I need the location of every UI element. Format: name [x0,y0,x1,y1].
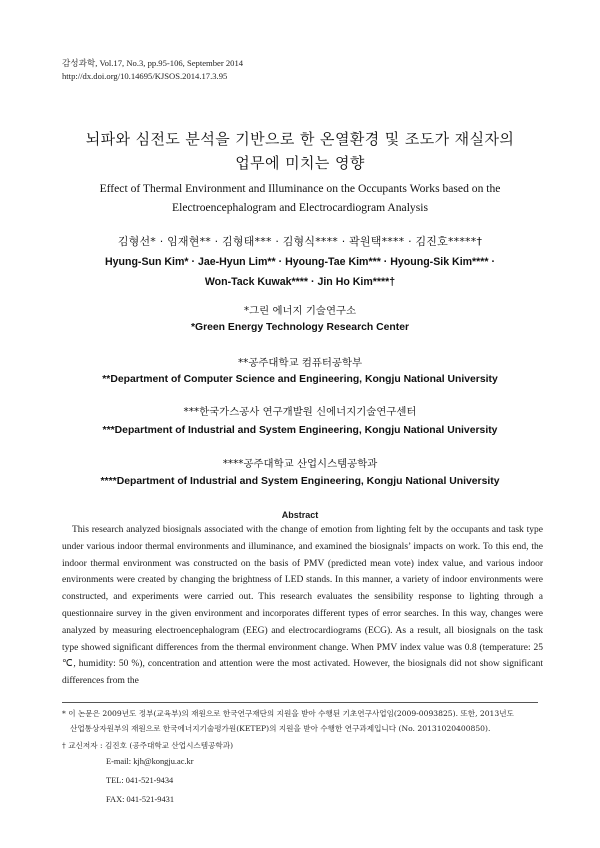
korean-title-line-2: 업무에 미치는 영향 [235,154,365,172]
english-authors-line-1: Hyung-Sun Kim* · Jae-Hyun Lim** · Hyoung-Tae Kim*** · Hyoung-Sik Kim**** · [104,256,496,268]
affiliation-1-english: *Green Energy Technology Research Center [190,322,410,333]
korean-authors: 김형선* · 임재현** · 김형태*** · 김형식**** · 곽원택**** · 김진호*****† [117,235,483,248]
affiliation-3-english: ***Department of Industrial and System Engineering, Kongju National University [102,425,498,436]
english-title-line-1: Effect of Thermal Environment and Illuminance on the Occupants Works based on the [99,182,501,195]
author-tel: TEL: 041-521-9434 [106,776,174,785]
affiliation-2-english: **Department of Computer Science and Engineering, Kongju National University [102,374,498,385]
abstract-body: This research analyzed biosignals associated with the change of emotion from lighting felt by the occupants and task type under various indoor thermal environments and illuminance, and examined the biosignals’ impacts on work. To this end, the indoor thermal environment was constructed on the basis of PMV (predicted mean vote) index value, and various indoor environments were created by changing the brightness of LED stands. In this manner, a variety of indoor environments were constructed, and experiments were carried out. This research evaluates the sensibility response to lighting through a questionnaire survey in the given environment and incorporates different types of error searches. In this way, changes were analyzed by measuring electroencephalogram (EEG) and electrocardiograms (ECG). As a result, all biosignals on the task type showed significant differences from the thermal environment change. When PMV index value was 0.8 (temperature: 25 ℃, humidity: 50 %), concentration and attention were the most activated. However, the biosignals did not show significant differences from the [62,525,543,687]
author-fax: FAX: 041-521-9431 [106,795,175,804]
affiliation-3-korean: ***한국가스공사 연구개발원 신에너지기술연구센터 [183,406,417,418]
author-email[interactable]: E-mail: kjh@kongju.ac.kr [106,757,194,766]
footnote-divider [62,702,538,703]
affiliation-1-korean: *그린 에너지 기술연구소 [243,305,357,317]
english-title-line-2: Electroencephalogram and Electrocardiogram Analysis [172,201,428,214]
affiliation-4-korean: ****공주대학교 산업시스템공학과 [222,458,378,470]
journal-citation: 감성과학, Vol.17, No.3, pp.95-106, September 2014 [62,58,244,68]
doi-link[interactable]: http://dx.doi.org/10.14695/KJSOS.2014.17.3.95 [62,71,228,81]
abstract-heading: Abstract [281,510,319,520]
affiliation-4-english: ****Department of Industrial and System Engineering, Kongju National University [100,476,500,487]
corresponding-author: † 교신저자 : 김진호 (공주대학교 산업시스템공학과) [62,741,234,750]
english-authors-line-2: Won-Tack Kuwak**** · Jin Ho Kim****† [204,276,396,288]
funding-note-line-1: * 이 논문은 2009년도 정부(교육부)의 재원으로 한국연구재단의 지원을 받아 수행된 기초연구사업임(2009-0093825). 또한, 2013년도 [62,709,514,718]
funding-note-line-2: 산업통상자원부의 재원으로 한국에너지기술평가원(KETEP)의 지원을 받아 수행한 연구과제입니다 (No. 20131020400850). [70,724,491,733]
korean-title-line-1: 뇌파와 심전도 분석을 기반으로 한 온열환경 및 조도가 재실자의 [85,130,515,148]
affiliation-2-korean: **공주대학교 컴퓨터공학부 [237,357,363,369]
